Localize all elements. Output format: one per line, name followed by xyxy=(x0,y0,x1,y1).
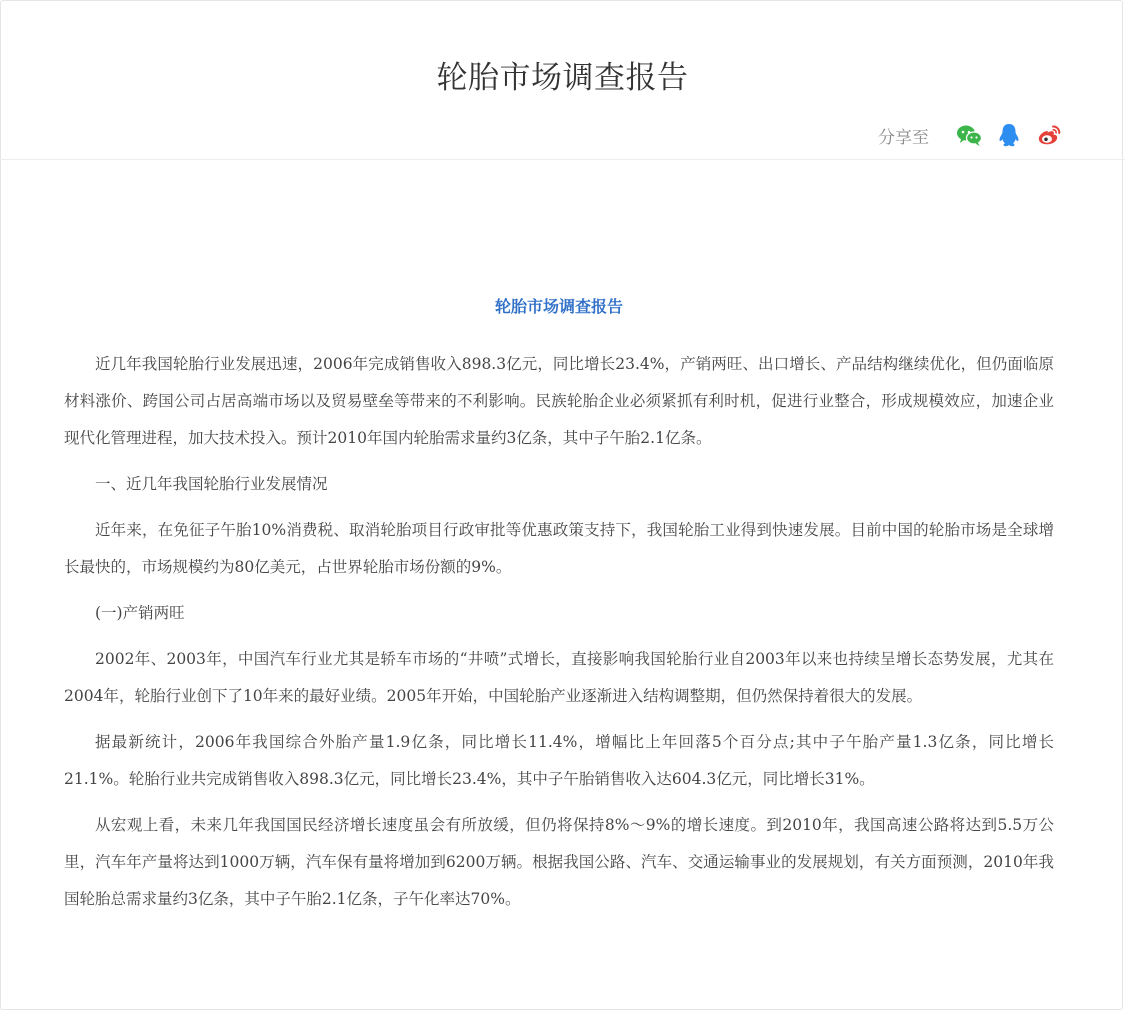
page-title: 轮胎市场调查报告 xyxy=(436,60,689,96)
paragraph-forecast: 从宏观上看，未来几年我国国民经济增长速度虽会有所放缓，但仍将保持8%～9%的增长速度。到2010年，我国高速公路将达到5.5万公里，汽车年产量将达到1000万辆，汽车保有量将增加到6200万辆。根据我国公路、汽车、交通运输事业的发展规划，有关方面预测，2010年我国轮胎总需求量约3亿条，其中子午胎2.1亿条，子午化率达70%。 xyxy=(64,816,1054,908)
share-bar xyxy=(878,120,1063,150)
subsection-heading-1: (一)产销两旺 xyxy=(95,604,185,622)
section-heading-1: 一、近几年我国轮胎行业发展情况 xyxy=(95,475,328,493)
page-header xyxy=(0,0,1125,160)
paragraph-overview: 近年来，在免征子午胎10%消费税、取消轮胎项目行政审批等优惠政策支持下，我国轮胎工业得到快速发展。目前中国的轮胎市场是全球增长最快的，市场规模约为80亿美元，占世界轮胎市场份额的9%。 xyxy=(64,521,1054,576)
paragraph-statistics: 据最新统计，2006年我国综合外胎产量1.9亿条，同比增长11.4%，增幅比上年回落5个百分点;其中子午胎产量1.3亿条，同比增长21.1%。轮胎行业共完成销售收入898.3亿元，同比增长23.4%，其中子午胎销售收入达604.3亿元，同比增长31%。 xyxy=(64,733,1054,788)
article-title: 轮胎市场调查报告 xyxy=(494,297,623,316)
wechat-icon[interactable] xyxy=(955,121,983,149)
paragraph-intro: 近几年我国轮胎行业发展迅速，2006年完成销售收入898.3亿元，同比增长23.4%，产销两旺、出口增长、产品结构继续优化，但仍面临原材料涨价、跨国公司占居高端市场以及贸易壁垒等带来的不利影响。民族轮胎企业必须紧抓有利时机，促进行业整合，形成规模效应，加速企业现代化管理进程，加大技术投入。预计2010年国内轮胎需求量约3亿条，其中子午胎2.1亿条。 xyxy=(64,355,1054,447)
article-body xyxy=(64,290,1054,927)
paragraph-growth: 2002年、2003年，中国汽车行业尤其是轿车市场的“井喷”式增长，直接影响我国轮胎行业自2003年以来也持续呈增长态势发展，尤其在2004年，轮胎行业创下了10年来的最好业绩。2005年开始，中国轮胎产业逐渐进入结构调整期，但仍然保持着很大的发展。 xyxy=(64,650,1054,705)
qq-icon[interactable] xyxy=(995,121,1023,149)
weibo-icon[interactable] xyxy=(1035,121,1063,149)
share-label: 分享至 xyxy=(878,127,929,148)
